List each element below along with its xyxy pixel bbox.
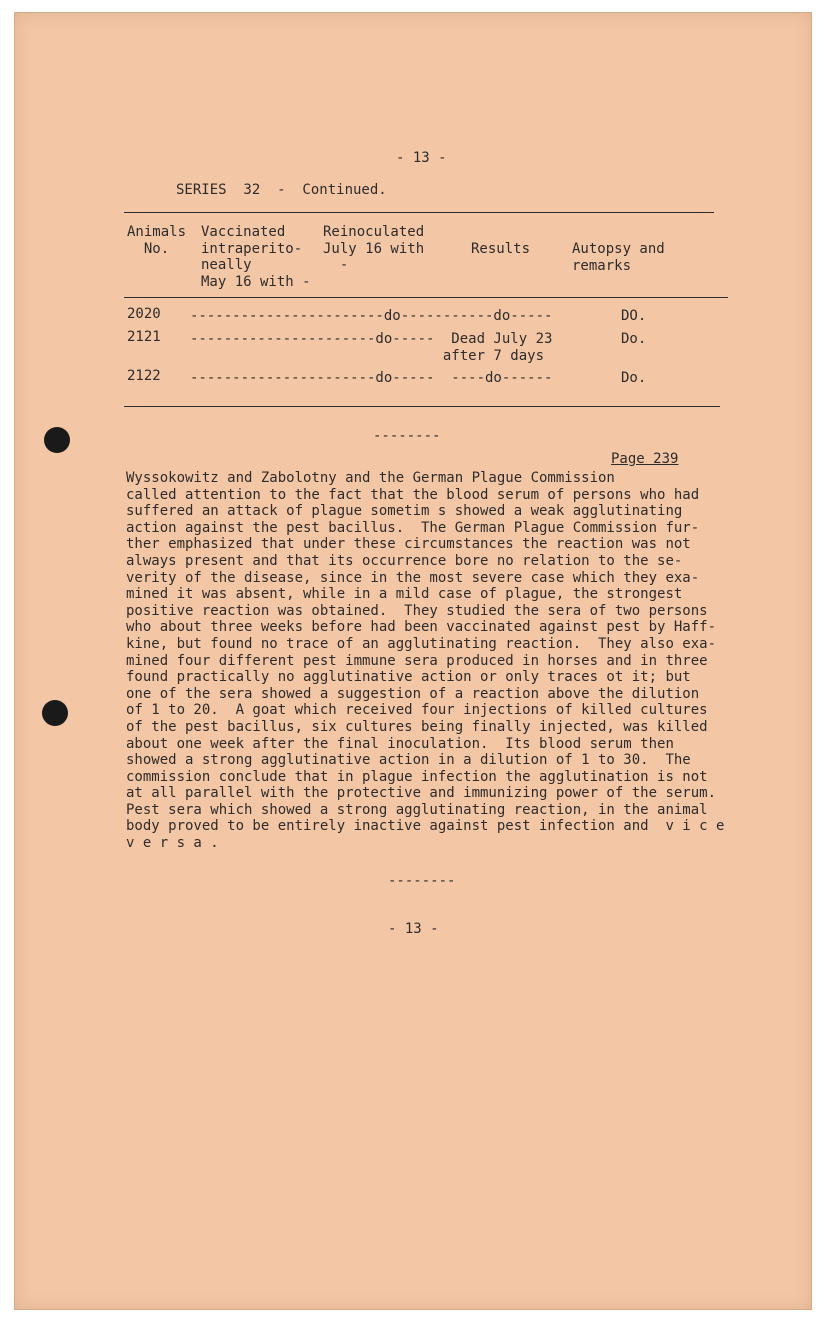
table-header-rule [124,297,728,298]
body-line: found practically no agglutinative action or only traces ot it; but [126,669,691,686]
body-line: kine, but found no trace of an agglutinating reaction. They also exa- [126,635,717,652]
header-animals: Animals No. [127,224,187,257]
page-reference: Page 239 [611,451,679,467]
body-line: suffered an attack of plague sometim s showed a weak agglutinating [126,503,683,520]
body-line: positive reaction was obtained. They studied the sera of two persons [126,602,708,619]
body-line: body proved to be entirely inactive against pest infection and v i c e [126,818,725,835]
page-number-top: - 13 - [396,150,447,166]
row-number: 2121 [127,329,161,345]
row-number: 2122 [127,368,161,384]
header-reinoculated: Reinoculated July 16 with - [323,224,425,274]
page-number-bottom: - 13 - [388,921,439,937]
body-line: ther emphasized that under these circumstances the reaction was not [126,536,691,553]
separator-top: -------- [373,428,441,444]
row-autopsy: Do. [621,331,647,347]
row-autopsy: DO. [621,308,647,324]
punch-hole-bottom [42,700,68,726]
body-line: mined four different pest immune sera produced in horses and in three [126,652,708,669]
body-line: of the pest bacillus, six cultures being finally injected, was killed [126,718,708,735]
header-results: Results [471,241,531,257]
body-line: who about three weeks before had been vaccinated against pest by Haff- [126,619,717,636]
body-paragraph [126,470,726,852]
body-line: one of the sera showed a suggestion of a reaction above the dilution [126,685,700,702]
row-detail: ----------------------do----- ----do------ [190,370,553,386]
body-line: of 1 to 20. A goat which received four injections of killed cultures [126,702,708,719]
row-number: 2020 [127,306,161,322]
body-line: commission conclude that in plague infection the agglutination is not [126,768,708,785]
body-line: showed a strong agglutinative action in a dilution of 1 to 30. The [126,752,691,769]
body-line: at all parallel with the protective and immunizing power of the serum. [126,785,717,802]
body-line: v e r s a . [126,835,219,852]
body-line: action against the pest bacillus. The German Plague Commission fur- [126,519,700,536]
header-vaccinated: Vaccinated intraperito- neally May 16 with - [201,224,311,290]
table-top-rule [124,212,714,213]
body-line: called attention to the fact that the blood serum of persons who had [126,486,700,503]
series-title: SERIES 32 - Continued. [176,182,387,198]
row-autopsy: Do. [621,370,647,386]
body-line: always present and that its occurrence bore no relation to the se- [126,552,683,569]
punch-hole-top [44,427,70,453]
body-line: Wyssokowitz and Zabolotny and the German Plague Commission [126,470,615,486]
row-detail: -----------------------do-----------do----- [190,308,553,324]
separator-bottom: -------- [388,873,456,889]
table-bottom-rule [124,406,720,407]
header-autopsy: Autopsy and remarks [572,241,665,274]
body-line: verity of the disease, since in the most severe case which they exa- [126,569,700,586]
body-line: about one week after the final inoculation. Its blood serum then [126,735,674,752]
row-detail: ----------------------do----- Dead July 23 after 7 days [190,331,553,364]
body-line: mined it was absent, while in a mild case of plague, the strongest [126,586,683,603]
body-line: Pest sera which showed a strong agglutinating reaction, in the animal [126,801,708,818]
